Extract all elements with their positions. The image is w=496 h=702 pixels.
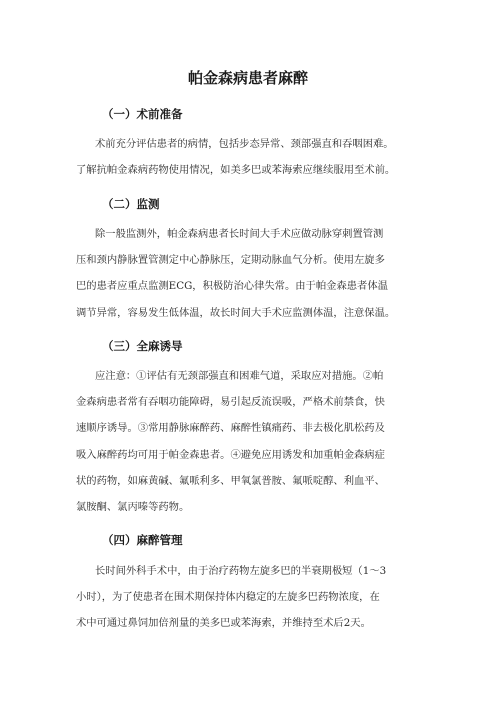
paragraph-line: 术中可通过鼻饲加倍剂量的美多巴或苯海索，并维持至术后2天。 [76,617,371,630]
paragraph-line: 了解抗帕金森病药物使用情况，如美多巴或苯海索应继续服用至术前。 [76,164,396,177]
section-heading-induction: （三）全麻诱导 [102,339,183,353]
paragraph-line: 吸入麻醉药均可用于帕金森患者。④避免应用诱发和加重帕金森病症 [76,448,385,461]
document-title: 帕金森病患者麻醉 [187,69,308,87]
section-heading-monitoring: （二）监测 [102,197,160,211]
section-paragraph-monitoring [76,221,422,326]
paragraph-line: 压和颈内静脉置管测定中心静脉压，定期动脉血气分析。使用左旋多 [76,254,385,267]
paragraph-line: 金森病患者常有吞咽功能障碍，易引起反流误吸，严格术前禁食，快 [76,396,385,409]
paragraph-line: 小时），为了使患者在围术期保持体内稳定的左旋多巴药物浓度，在 [76,591,380,604]
paragraph-line: 氯胺酮、氯丙嗪等药物。 [76,501,190,514]
paragraph-line: 应注意：①评估有无颈部强直和困难气道，采取应对措施。②帕 [95,370,384,382]
paragraph-line: 调节异常，容易发生低体温，故长时间大手术应监测体温，注意保温。 [76,306,396,319]
paragraph-line: 巴的患者应重点监测ECG，积极防治心律失常。由于帕金森患者体温 [76,280,388,293]
paragraph-line: 状的药物，如麻黄碱、氟哌利多、甲氧氯普胺、氟哌啶醇、利血平、 [76,474,385,487]
section-paragraph-management [76,558,422,637]
paragraph-line: 长时间外科手术中，由于治疗药物左旋多巴的半衰期极短（1～3 [95,565,387,577]
section-paragraph-induction [76,363,422,520]
paragraph-line: 除一般监测外，帕金森病患者长时间大手术应做动脉穿刺置管测 [95,228,384,240]
section-paragraph-preop [76,131,422,183]
section-heading-management: （四）麻醉管理 [102,533,183,547]
paragraph-line: 速顺序诱导。③常用静脉麻醉药、麻醉性镇痛药、非去极化肌松药及 [76,422,385,435]
paragraph-line: 术前充分评估患者的病情，包括步态异常、颈部强直和吞咽困难。 [95,138,394,150]
section-heading-preop: （一）术前准备 [102,107,183,121]
